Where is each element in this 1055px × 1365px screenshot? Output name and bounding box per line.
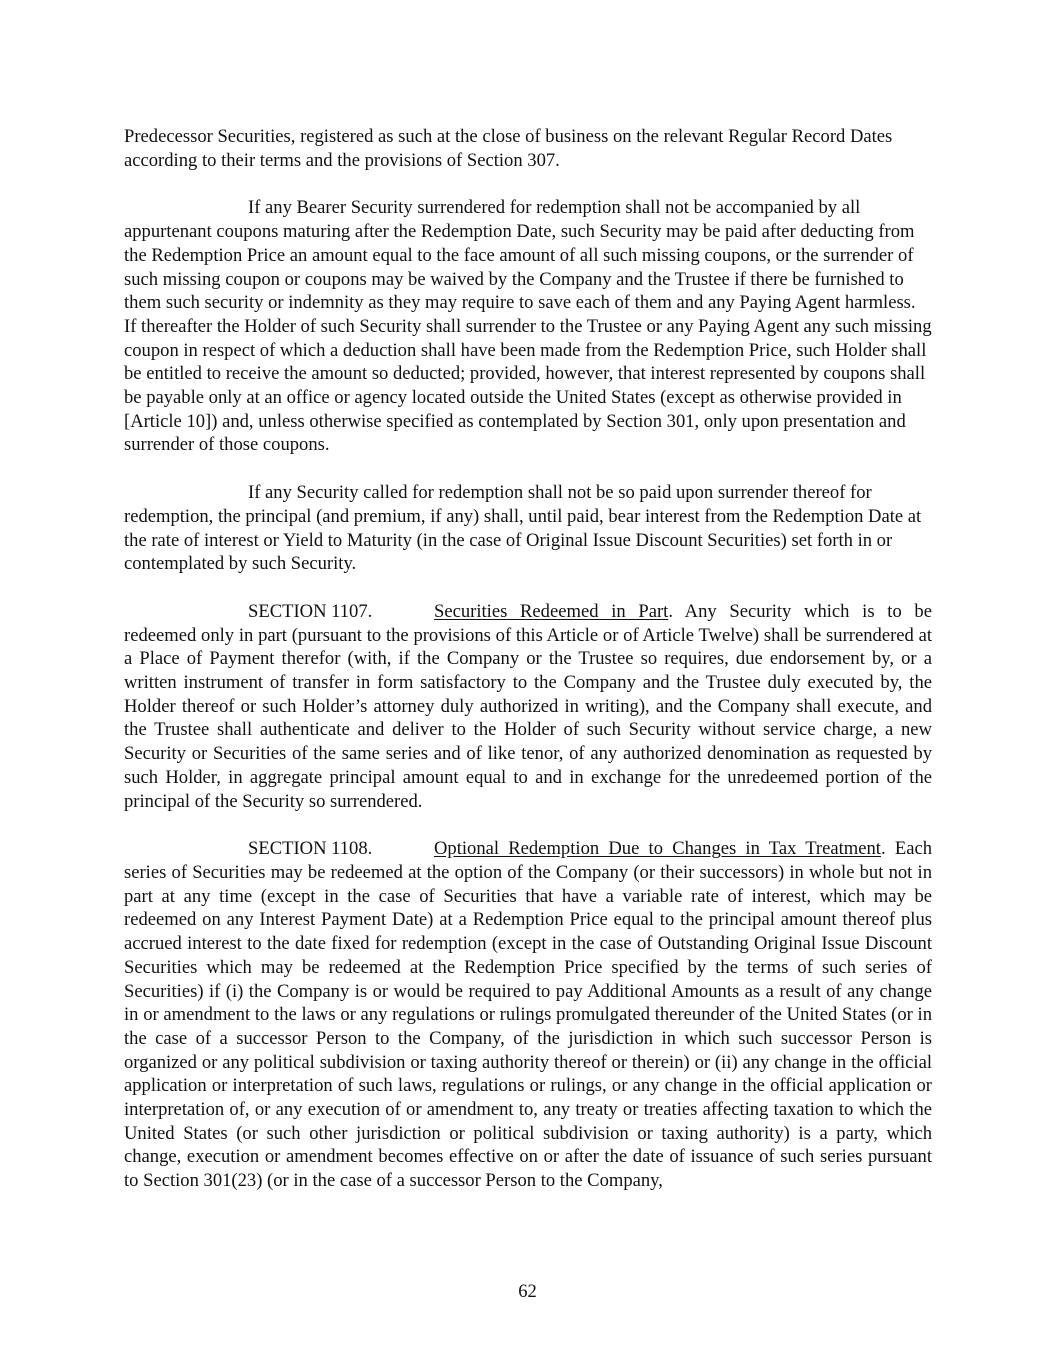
section-1107-body: Any Security which is to be redeemed only in part (pursuant to the provisions of this Article or of Article Twelve) shall be surrendered at a Place of Payment therefor (with, if the Company or the Trustee so requires, due endorsement by, or a written instrument of transfer in form satisfactory to the Company and the Trustee duly executed by, the Holder thereof or such Holder’s attorney duly authorized in writing), and the Company shall execute, and the Trustee shall authenticate and deliver to the Holder of such Security without service charge, a new Security or Securities of the same series and of like tenor, of any authorized denomination as requested by such Holder, in aggregate principal amount equal to and in exchange for the unredeemed portion of the principal of the Security so surrendered. (124, 600, 932, 812)
section-1108-number: SECTION 1108. (248, 838, 373, 860)
section-1107-heading: Securities Redeemed in Part (434, 600, 669, 622)
document-page (124, 125, 932, 1193)
section-1108-paragraph (124, 837, 932, 1193)
paragraph-unpaid-redemption-interest: If any Security called for redemption shall not be so paid upon surrender thereof for redemption, the principal (and premium, if any) shall, until paid, bear interest from the Redemption Date at the rate of interest or Yield to Maturity (in the case of Original Issue Discount Securities) set forth in or contemplated by such Security. (124, 482, 922, 575)
section-1108-heading-punct: . (880, 838, 886, 860)
paragraph-predecessor-securities: Predecessor Securities, registered as such at the close of business on the relevant Regular Record Dates according to their terms and the provisions of Section 307. (124, 126, 893, 171)
paragraph-bearer-security-coupons: If any Bearer Security surrendered for redemption shall not be accompanied by all appurtenant coupons maturing after the Redemption Date, such Security may be paid after deducting from the Redemption Price an amount equal to the face amount of all such missing coupons, or the surrender of such missing coupon or coupons may be waived by the Company and the Trustee if there be furnished to them such security or indemnity as they may require to save each of them and any Paying Agent harmless. If thereafter the Holder of such Security shall surrender to the Trustee or any Paying Agent any such missing coupon in respect of which a deduction shall have been made from the Redemption Price, such Holder shall be entitled to receive the amount so deducted; provided, however, that interest represented by coupons shall be payable only at an office or agency located outside the United States (except as otherwise provided in [Article 10]) and, unless otherwise specified as contemplated by Section 301, only upon presentation and surrender of those coupons. (124, 197, 932, 456)
page-number: 62 (518, 1281, 537, 1302)
section-1107-heading-punct: . (668, 600, 673, 622)
section-1108-body: Each series of Securities may be redeemed at the option of the Company (or their successors) in whole but not in part at any time (except in the case of Securities that have a variable rate of interest, which may be redeemed on any Interest Payment Date) at a Redemption Price equal to the principal amount thereof plus accrued interest to the date fixed for redemption (except in the case of Outstanding Original Issue Discount Securities which may be redeemed at the Redemption Price specified by the terms of such series of Securities) if (i) the Company is or would be required to pay Additional Amounts as a result of any change in or amendment to the laws or any regulations or rulings promulgated thereunder of the United States (or in the case of a successor Person to the Company, of the jurisdiction in which such successor Person is organized or any political subdivision or taxing authority thereof or therein) or (ii) any change in the official application or interpretation of such laws, regulations or rulings, or any change in the official application or interpretation of, or any execution of or amendment to, any treaty or treaties affecting taxation to which the United States (or such other jurisdiction or political subdivision or taxing authority) is a party, which change, execution or amendment becomes effective on or after the date of issuance of such series pursuant to Section 301(23) (or in the case of a successor Person to the Company, (124, 838, 933, 1192)
section-1107-number: SECTION 1107. (248, 600, 373, 622)
section-1107-paragraph (124, 600, 932, 813)
section-1108-heading: Optional Redemption Due to Changes in Tax Treatment (434, 838, 881, 860)
